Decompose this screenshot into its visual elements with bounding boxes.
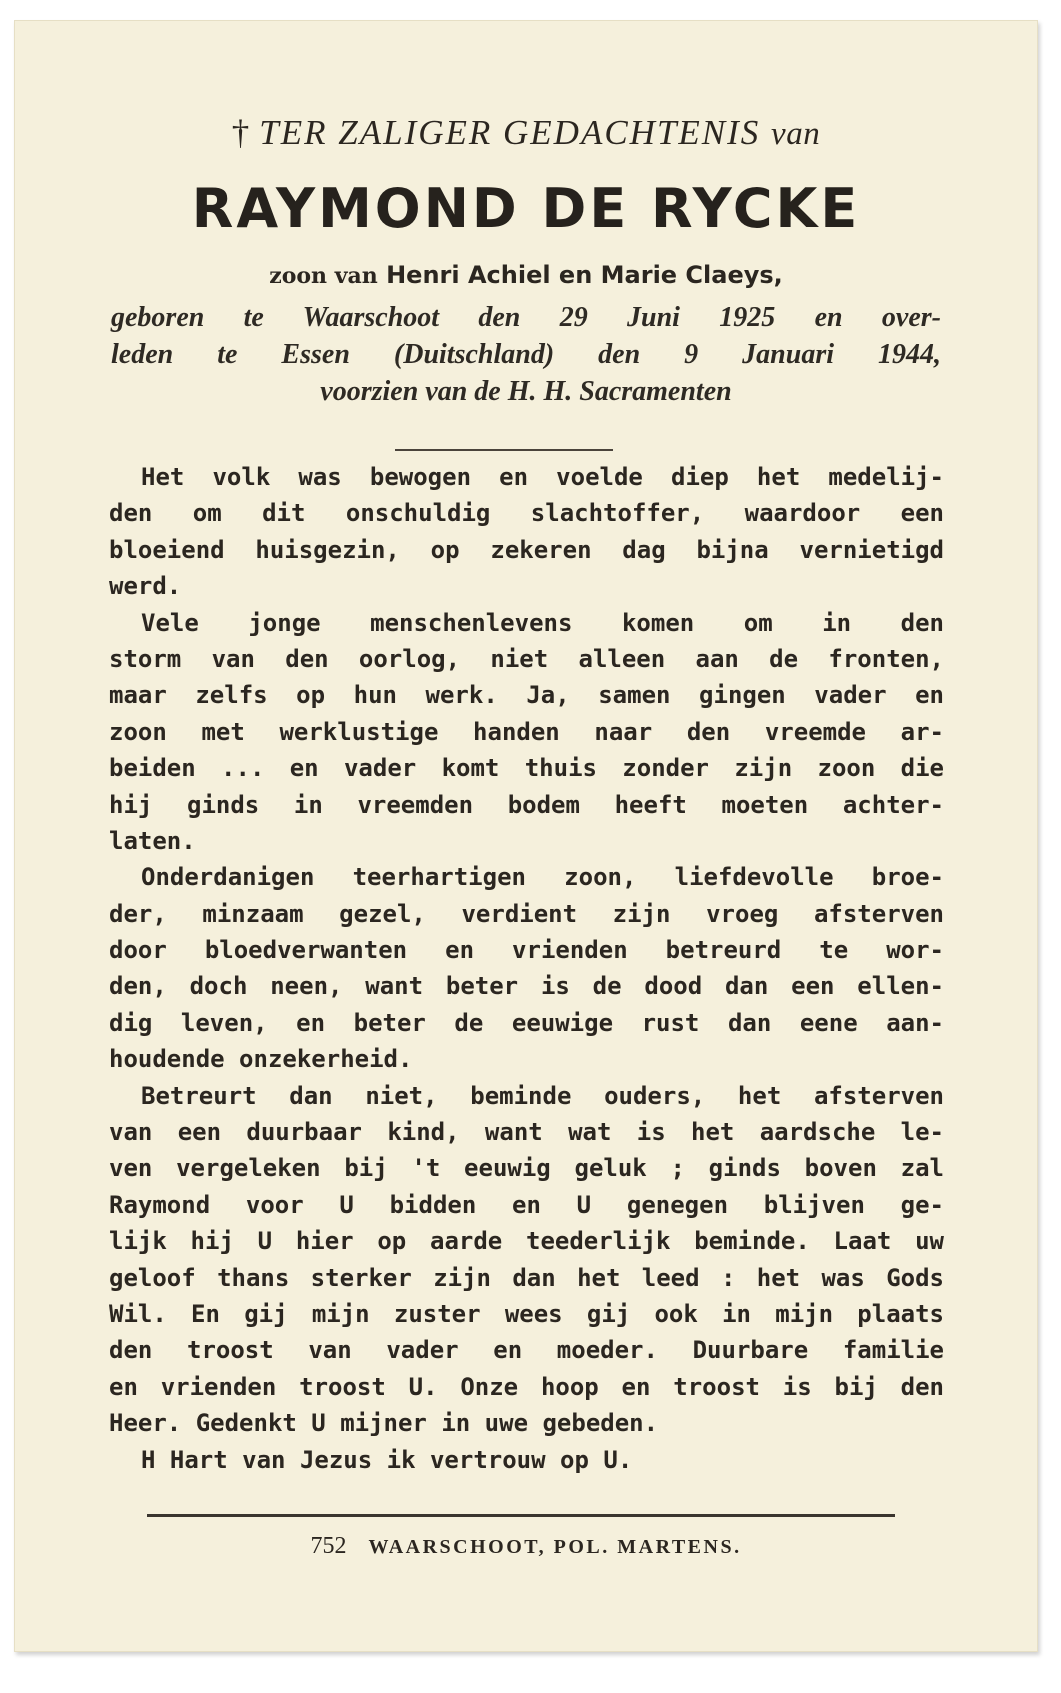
text-line: Betreurt dan niet, beminde ouders, het afsterven bbox=[141, 1081, 944, 1110]
text-line: geloof thans sterker zijn dan het leed : het was Gods bbox=[109, 1263, 944, 1292]
text-line: storm van den oorlog, niet alleen aan de fronten, bbox=[109, 644, 944, 673]
text-line: en vrienden troost U. Onze hoop en troost is bij den bbox=[109, 1372, 944, 1401]
birth-death-details bbox=[111, 299, 941, 410]
text-line: Onderdanigen teerhartigen zoon, liefdevolle broe- bbox=[141, 863, 944, 892]
text-line: lijk hij U hier op aarde teederlijk beminde. Laat uw bbox=[109, 1227, 944, 1256]
text-line: ven vergeleken bij 't eeuwig geluk ; ginds boven zal bbox=[109, 1154, 944, 1183]
bottom-divider bbox=[147, 1514, 895, 1517]
text-line: werd. bbox=[109, 572, 182, 601]
text-line: zoon met werklustige handen naar den vreemde ar- bbox=[109, 717, 944, 746]
printer-name: WAARSCHOOT, POL. MARTENS. bbox=[368, 1536, 742, 1558]
text-line: Het volk was bewogen en voelde diep het medelij- bbox=[141, 463, 944, 491]
memorial-heading bbox=[15, 113, 1037, 153]
printer-footer bbox=[15, 1533, 1037, 1560]
text-line: den troost van vader en moeder. Duurbare familie bbox=[109, 1336, 944, 1365]
parents-line bbox=[15, 261, 1037, 289]
text-line: der, minzaam gezel, verdient zijn vroeg afsterven bbox=[109, 899, 944, 928]
top-divider bbox=[395, 449, 613, 451]
death-line: leden te Essen (Duitschland) den 9 Januari 1944, bbox=[111, 339, 941, 370]
text-line: den om dit onschuldig slachtoffer, waardoor een bbox=[109, 499, 944, 528]
text-line: laten. bbox=[109, 826, 196, 855]
text-line: beiden ... en vader komt thuis zonder zijn zoon die bbox=[109, 754, 944, 783]
heading-title: TER ZALIGER GEDACHTENIS bbox=[259, 113, 761, 152]
cross-icon: † bbox=[231, 113, 252, 152]
text-line: hij ginds in vreemden bodem heeft moeten achter- bbox=[109, 790, 944, 819]
text-line: houdende onzekerheid. bbox=[109, 1045, 413, 1074]
birth-line: geboren te Waarschoot den 29 Juni 1925 en over- bbox=[111, 302, 941, 333]
memorial-card bbox=[14, 20, 1038, 1652]
text-line: van een duurbaar kind, want wat is het aardsche le- bbox=[109, 1118, 944, 1147]
text-line: door bloedverwanten en vrienden betreurd te wor- bbox=[109, 936, 944, 965]
text-line: H Hart van Jezus ik vertrouw op U. bbox=[141, 1445, 633, 1474]
memorial-text bbox=[109, 459, 944, 1478]
deceased-name: RAYMOND DE RYCKE bbox=[191, 177, 861, 240]
heading-suffix: van bbox=[771, 116, 821, 152]
text-line: Raymond voor U bidden en U genegen blijven ge- bbox=[109, 1190, 944, 1219]
text-line: den, doch neen, want beter is de dood dan een ellen- bbox=[109, 972, 944, 1001]
sacraments-line: voorzien van de H. H. Sacramenten bbox=[320, 376, 732, 407]
card-number: 752 bbox=[310, 1533, 347, 1559]
text-line: dig leven, en beter de eeuwige rust dan eene aan- bbox=[109, 1008, 944, 1037]
text-line: Wil. En gij mijn zuster wees gij ook in mijn plaats bbox=[109, 1299, 944, 1328]
parents-names: Henri Achiel en Marie Claeys, bbox=[386, 261, 783, 289]
text-line: Vele jonge menschenlevens komen om in den bbox=[141, 608, 944, 637]
text-line: Heer. Gedenkt U mijner in uwe gebeden. bbox=[109, 1409, 659, 1438]
text-line: maar zelfs op hun werk. Ja, samen gingen vader en bbox=[109, 681, 944, 710]
text-line: bloeiend huisgezin, op zekeren dag bijna vernietigd bbox=[109, 535, 944, 564]
parents-lead: zoon van bbox=[269, 263, 378, 289]
